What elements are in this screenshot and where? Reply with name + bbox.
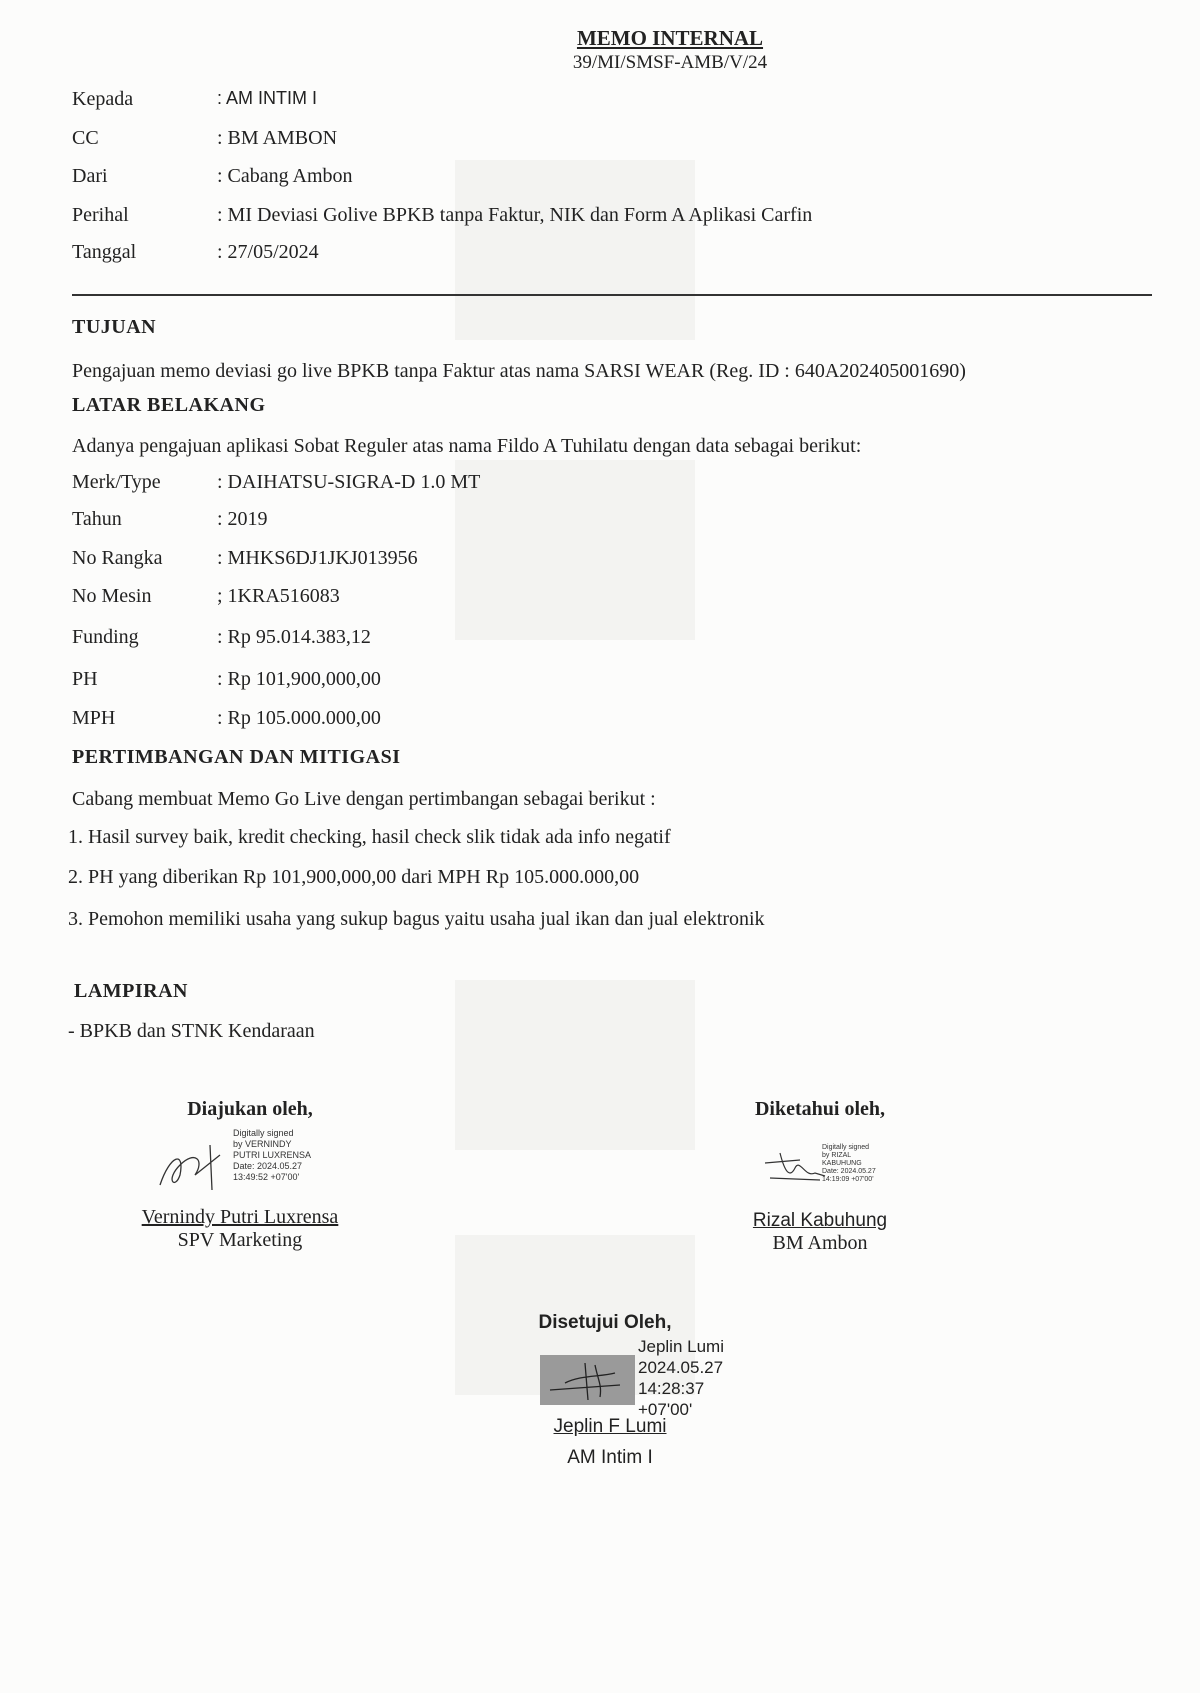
cert-line: Date: 2024.05.27: [822, 1168, 876, 1175]
signature-cert-submitted: [233, 1128, 311, 1183]
header-divider: [72, 294, 1152, 296]
field-value: : BM AMBON: [217, 127, 338, 149]
field-value: : MHKS6DJ1JKJ013956: [217, 547, 418, 569]
cert-line: 14:19:09 +07'00': [822, 1176, 874, 1183]
memo-field-dari: [72, 165, 353, 188]
cert-line: by RIZAL: [822, 1152, 852, 1159]
vehicle-field: [72, 668, 381, 691]
signature-vernindy: [150, 1135, 240, 1195]
vehicle-field: [72, 547, 418, 570]
signer-acknowledged: [700, 1098, 940, 1121]
field-value: : Rp 101,900,000,00: [217, 668, 381, 690]
scan-shade: [455, 160, 695, 340]
field-label: Tahun: [72, 508, 122, 530]
signature-scribble-icon: [540, 1355, 635, 1405]
signer-name: Rizal Kabuhung: [752, 1210, 888, 1231]
vehicle-field: [72, 626, 371, 649]
field-label: Funding: [72, 626, 139, 648]
signer-role: AM Intim I: [567, 1447, 653, 1468]
signer-name: Jeplin F Lumi: [553, 1416, 667, 1437]
section-heading-lampiran: LAMPIRAN: [74, 980, 188, 1002]
pertimbangan-item: 3. Pemohon memiliki usaha yang sukup bagus yaitu usaha jual ikan dan jual elektronik: [68, 908, 765, 930]
vehicle-field: [72, 471, 480, 494]
cert-line: Jeplin Lumi: [638, 1337, 724, 1356]
section-heading-tujuan: TUJUAN: [72, 316, 157, 338]
field-label: CC: [72, 127, 99, 149]
field-value: : MI Deviasi Golive BPKB tanpa Faktur, NIK dan Form A Aplikasi Carfin: [217, 204, 813, 226]
section-heading-pertimbangan: PERTIMBANGAN DAN MITIGASI: [72, 746, 401, 768]
vehicle-field: [72, 585, 340, 608]
cert-line: 14:28:37: [638, 1379, 705, 1398]
memo-title: MEMO INTERNAL: [576, 26, 764, 50]
memo-number: 39/MI/SMSF-AMB/V/24: [572, 52, 768, 73]
field-label: MPH: [72, 707, 116, 729]
cert-line: 13:49:52 +07'00': [233, 1172, 300, 1182]
scan-shade: [455, 980, 695, 1150]
signature-stamp-jeplin: [540, 1355, 635, 1405]
field-value: : 27/05/2024: [217, 241, 319, 263]
signer-submitted-name-block: [100, 1206, 380, 1252]
signer-title: Diketahui oleh,: [754, 1098, 886, 1120]
field-label: Dari: [72, 165, 108, 187]
cert-line: 2024.05.27: [638, 1358, 724, 1377]
pertimbangan-item: 1. Hasil survey baik, kredit checking, hasil check slik tidak ada info negatif: [68, 826, 671, 848]
memo-field-perihal: [72, 204, 812, 227]
field-value: ; 1KRA516083: [217, 585, 340, 607]
field-label: No Rangka: [72, 547, 163, 569]
signer-name: Vernindy Putri Luxrensa: [141, 1206, 339, 1228]
signature-cert-acknowledged: [822, 1144, 876, 1184]
field-value: : AM INTIM I: [217, 88, 318, 108]
lampiran-item: - BPKB dan STNK Kendaraan: [68, 1020, 315, 1042]
field-value: : Rp 105.000.000,00: [217, 707, 381, 729]
field-value: : DAIHATSU-SIGRA-D 1.0 MT: [217, 471, 481, 493]
signer-approved-title: Disetujui Oleh,: [538, 1312, 672, 1333]
memo-field-tanggal: [72, 241, 319, 264]
scan-shade: [455, 460, 695, 640]
cert-line: +07'00': [638, 1400, 693, 1419]
memo-field-cc: [72, 127, 337, 150]
signer-role: SPV Marketing: [177, 1229, 303, 1251]
pertimbangan-item: 2. PH yang diberikan Rp 101,900,000,00 dari MPH Rp 105.000.000,00: [68, 866, 640, 888]
signature-cert-approved: [638, 1336, 724, 1420]
field-label: Kepada: [72, 88, 134, 110]
field-label: Merk/Type: [72, 471, 161, 493]
latar-intro: Adanya pengajuan aplikasi Sobat Reguler atas nama Fildo A Tuhilatu dengan data sebagai berikut:: [72, 435, 862, 457]
field-value: : Rp 95.014.383,12: [217, 626, 371, 648]
vehicle-field: [72, 707, 381, 730]
tujuan-text: Pengajuan memo deviasi go live BPKB tanpa Faktur atas nama SARSI WEAR (Reg. ID : 640A202405001690): [72, 360, 966, 382]
cert-line: Digitally signed: [233, 1128, 294, 1138]
signature-rizal: [760, 1148, 830, 1188]
cert-line: KABUHUNG: [822, 1160, 862, 1167]
cert-line: Digitally signed: [822, 1144, 870, 1151]
memo-field-kepada: [72, 88, 317, 111]
signer-acknowledged-name-block: [700, 1210, 940, 1255]
cert-line: Date: 2024.05.27: [233, 1161, 303, 1171]
cert-line: PUTRI LUXRENSA: [233, 1150, 312, 1160]
vehicle-field: [72, 508, 268, 531]
field-label: Tanggal: [72, 241, 137, 263]
field-label: PH: [72, 668, 98, 690]
pertimbangan-intro: Cabang membuat Memo Go Live dengan pertimbangan sebagai berikut :: [72, 788, 656, 810]
signer-title: Diajukan oleh,: [187, 1098, 313, 1120]
field-value: : Cabang Ambon: [217, 165, 353, 187]
field-label: No Mesin: [72, 585, 152, 607]
signer-role: BM Ambon: [772, 1232, 868, 1254]
signer-submitted: [120, 1098, 380, 1121]
field-label: Perihal: [72, 204, 129, 226]
field-value: : 2019: [217, 508, 268, 530]
section-heading-latar: LATAR BELAKANG: [72, 394, 266, 416]
cert-line: by VERNINDY: [233, 1139, 292, 1149]
